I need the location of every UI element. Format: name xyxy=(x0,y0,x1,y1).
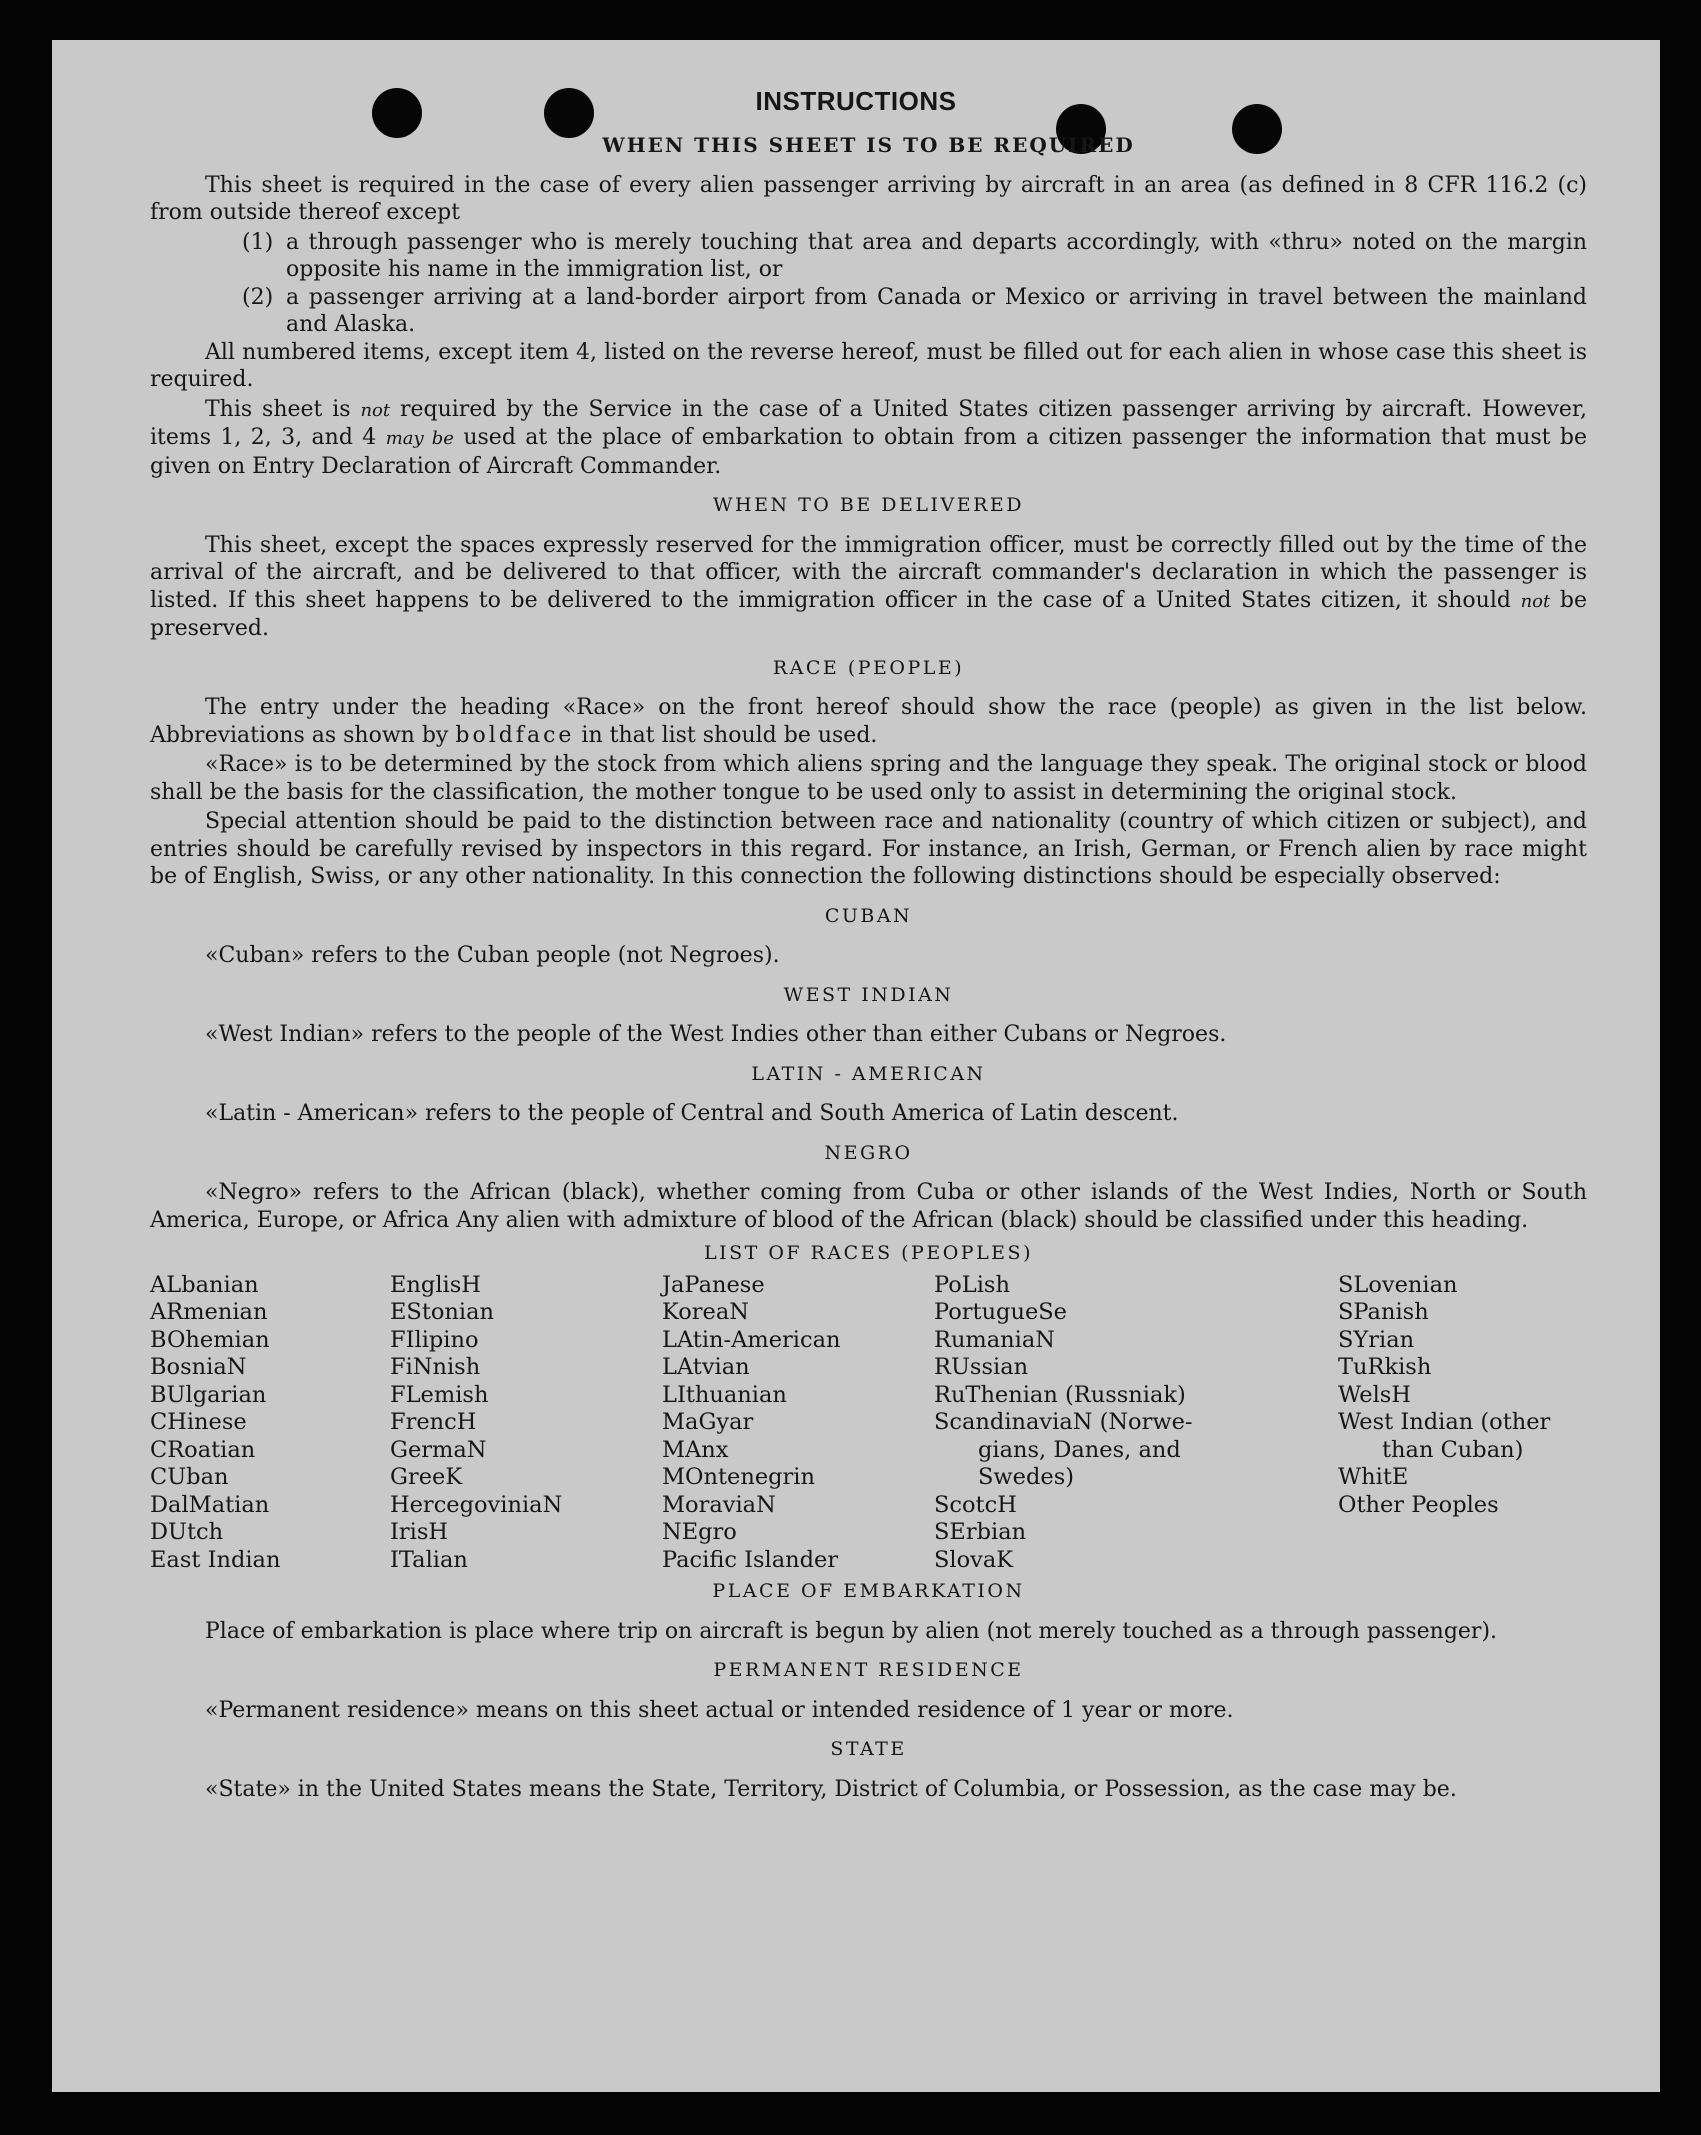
race-entry: DUtch xyxy=(150,1519,224,1545)
section-heading: CUBAN xyxy=(824,904,913,927)
race-entry: TuRkish xyxy=(1338,1354,1432,1380)
race-entry: SPanish xyxy=(1338,1299,1429,1325)
race-entry: Pacific Islander xyxy=(662,1546,839,1573)
race-entry: KoreaN xyxy=(662,1299,749,1325)
instructions-body xyxy=(150,132,1587,1805)
race-entry: FiNnish xyxy=(390,1354,481,1380)
race-entry: RUssian xyxy=(934,1354,1029,1380)
paragraph: This sheet, except the spaces expressly reserved for the immigration officer, must be correctly filled out by the time of the arrival of the aircraft, and be delivered to that officer, with the aircraft commander's declaration in which the passenger is listed. If this sheet happens to be delivered to the immigration officer in the case of a United States citizen, it should not be preserved. xyxy=(150,532,1587,641)
race-entry: FLemish xyxy=(390,1381,489,1408)
race-entry: RuThenian (Russniak) xyxy=(934,1381,1186,1408)
race-entry: MaGyar xyxy=(662,1409,754,1435)
race-entry: GreeK xyxy=(390,1464,463,1490)
section-heading: PERMANENT RESIDENCE xyxy=(713,1659,1024,1681)
list-item xyxy=(242,229,1587,284)
race-entry: ALbanian xyxy=(150,1271,259,1298)
section-heading: WEST INDIAN xyxy=(783,983,954,1006)
paragraph: «State» in the United States means the State, Territory, District of Columbia, or Possession, as the case may be. xyxy=(205,1776,1457,1802)
race-entry: Other Peoples xyxy=(1338,1491,1499,1518)
race-entry: FrencH xyxy=(390,1409,477,1435)
race-entry: GermaN xyxy=(390,1436,487,1463)
paragraph: Place of embarkation is place where trip on aircraft is begun by alien (not merely touched as a through passenger). xyxy=(205,1618,1498,1644)
section-heading: RACE (PEOPLE) xyxy=(772,656,965,679)
race-entry: EnglisH xyxy=(390,1271,481,1298)
race-entry: SlovaK xyxy=(934,1546,1014,1573)
paragraph: «Race» is to be determined by the stock from which aliens spring and the language they speak. The original stock or blood shall be the basis for the classification, the mother tongue to be used only to assist in determining the original stock. xyxy=(150,752,1587,805)
race-entry: MAnx xyxy=(662,1436,729,1463)
race-entry: East Indian xyxy=(150,1546,281,1573)
races-column xyxy=(1338,1272,1587,1575)
race-entry: CHinese xyxy=(150,1409,247,1435)
race-entry: LAtin-American xyxy=(662,1326,841,1353)
race-entry: PoLish xyxy=(934,1271,1010,1298)
paragraph: Special attention should be paid to the distinction between race and nationality (country of which citizen or subject), and entries should be carefully revised by inspectors in this regard. For instance, an Irish, German, or French alien by race might be of English, Swiss, or any other nationality. In this connection the following distinctions should be especially observed: xyxy=(150,809,1587,889)
race-entry: BOhemian xyxy=(150,1326,270,1353)
race-entry: SLovenian xyxy=(1338,1271,1458,1298)
race-entry: PortugueSe xyxy=(934,1299,1068,1325)
paragraph: This sheet is not required by the Service in the case of a United States citizen passenger arriving by aircraft. However, items 1, 2, 3, and 4 may be used at the place of embarkation to obtain from a citizen passenger the information that must be given on Entry Declaration of Aircraft Commander. xyxy=(150,396,1587,479)
list-item xyxy=(242,284,1587,339)
section-heading: WHEN THIS SHEET IS TO BE REQUIRED xyxy=(602,133,1135,157)
page-title: INSTRUCTIONS xyxy=(755,86,957,116)
document-page xyxy=(52,40,1660,2092)
race-entry: West Indian (other xyxy=(1338,1409,1551,1435)
race-entry: WelsH xyxy=(1338,1381,1411,1408)
paragraph: «Negro» refers to the African (black), whether coming from Cuba or other islands of the West Indies, North or South America, Europe, or Africa Any alien with admixture of blood of the African (black) should be classified under this heading. xyxy=(150,1180,1587,1233)
races-column xyxy=(934,1272,1338,1575)
race-entry: SErbian xyxy=(934,1519,1027,1545)
race-entry: gians, Danes, and xyxy=(978,1436,1181,1463)
paragraph: The entry under the heading «Race» on the front hereof should show the race (people) as given in the list below. Abbreviations as shown by boldface in that list should be used. xyxy=(150,695,1587,748)
item-text: a through passenger who is merely touching that area and departs accordingly, with «thru» noted on the margin opposite his name in the immigration list, or xyxy=(286,229,1587,282)
race-entry: LIthuanian xyxy=(662,1381,787,1408)
section-heading: PLACE OF EMBARKATION xyxy=(712,1580,1025,1602)
race-entry: NEgro xyxy=(662,1519,737,1545)
race-entry: BosniaN xyxy=(150,1354,247,1380)
race-entry: than Cuban) xyxy=(1382,1436,1524,1463)
race-entry: RumaniaN xyxy=(934,1326,1055,1353)
race-entry: WhitE xyxy=(1338,1464,1409,1490)
section-heading: NEGRO xyxy=(824,1141,913,1164)
item-number: (2) xyxy=(242,284,274,310)
races-column xyxy=(390,1272,662,1575)
race-entry: ITalian xyxy=(390,1546,468,1573)
paragraph: «Latin - American» refers to the people of Central and South America of Latin descent. xyxy=(205,1101,1179,1126)
section-heading: LATIN - AMERICAN xyxy=(751,1062,986,1085)
races-column xyxy=(662,1272,934,1575)
race-entry: ScotcH xyxy=(934,1491,1017,1518)
race-entry: BUlgarian xyxy=(150,1381,267,1408)
race-entry: EStonian xyxy=(390,1299,495,1325)
section-heading: LIST OF RACES (PEOPLES) xyxy=(704,1242,1033,1264)
section-heading: WHEN TO BE DELIVERED xyxy=(712,494,1025,516)
paragraph: «Cuban» refers to the Cuban people (not Negroes). xyxy=(205,943,780,968)
race-entry: MoraviaN xyxy=(662,1491,776,1518)
race-entry: HercegoviniaN xyxy=(390,1491,563,1518)
race-entry: IrisH xyxy=(390,1519,449,1545)
races-column xyxy=(150,1272,390,1575)
race-entry: Swedes) xyxy=(978,1464,1075,1490)
paragraph: «Permanent residence» means on this sheet actual or intended residence of 1 year or more. xyxy=(205,1697,1234,1723)
item-number: (1) xyxy=(242,229,274,255)
race-entry: CRoatian xyxy=(150,1436,256,1463)
race-entry: JaPanese xyxy=(662,1271,765,1298)
paragraph: This sheet is required in the case of every alien passenger arriving by aircraft in an area (as defined in 8 CFR 116.2 (c) from outside thereof except xyxy=(150,172,1587,225)
race-entry: ARmenian xyxy=(150,1299,268,1325)
races-list xyxy=(150,1272,1587,1575)
race-entry: LAtvian xyxy=(662,1354,750,1380)
race-entry: CUban xyxy=(150,1464,229,1490)
race-entry: SYrian xyxy=(1338,1326,1415,1353)
item-text: a passenger arriving at a land-border airport from Canada or Mexico or arriving in travel between the mainland and Alaska. xyxy=(286,284,1587,337)
race-entry: FIlipino xyxy=(390,1326,479,1353)
paragraph: «West Indian» refers to the people of the West Indies other than either Cubans or Negroes. xyxy=(205,1022,1227,1047)
race-entry: DalMatian xyxy=(150,1491,270,1518)
race-entry: MOntenegrin xyxy=(662,1464,815,1490)
paragraph: All numbered items, except item 4, listed on the reverse hereof, must be filled out for each alien in whose case this sheet is required. xyxy=(150,339,1587,392)
race-entry: ScandinaviaN (Norwe- xyxy=(934,1409,1193,1435)
section-heading: STATE xyxy=(830,1738,907,1760)
